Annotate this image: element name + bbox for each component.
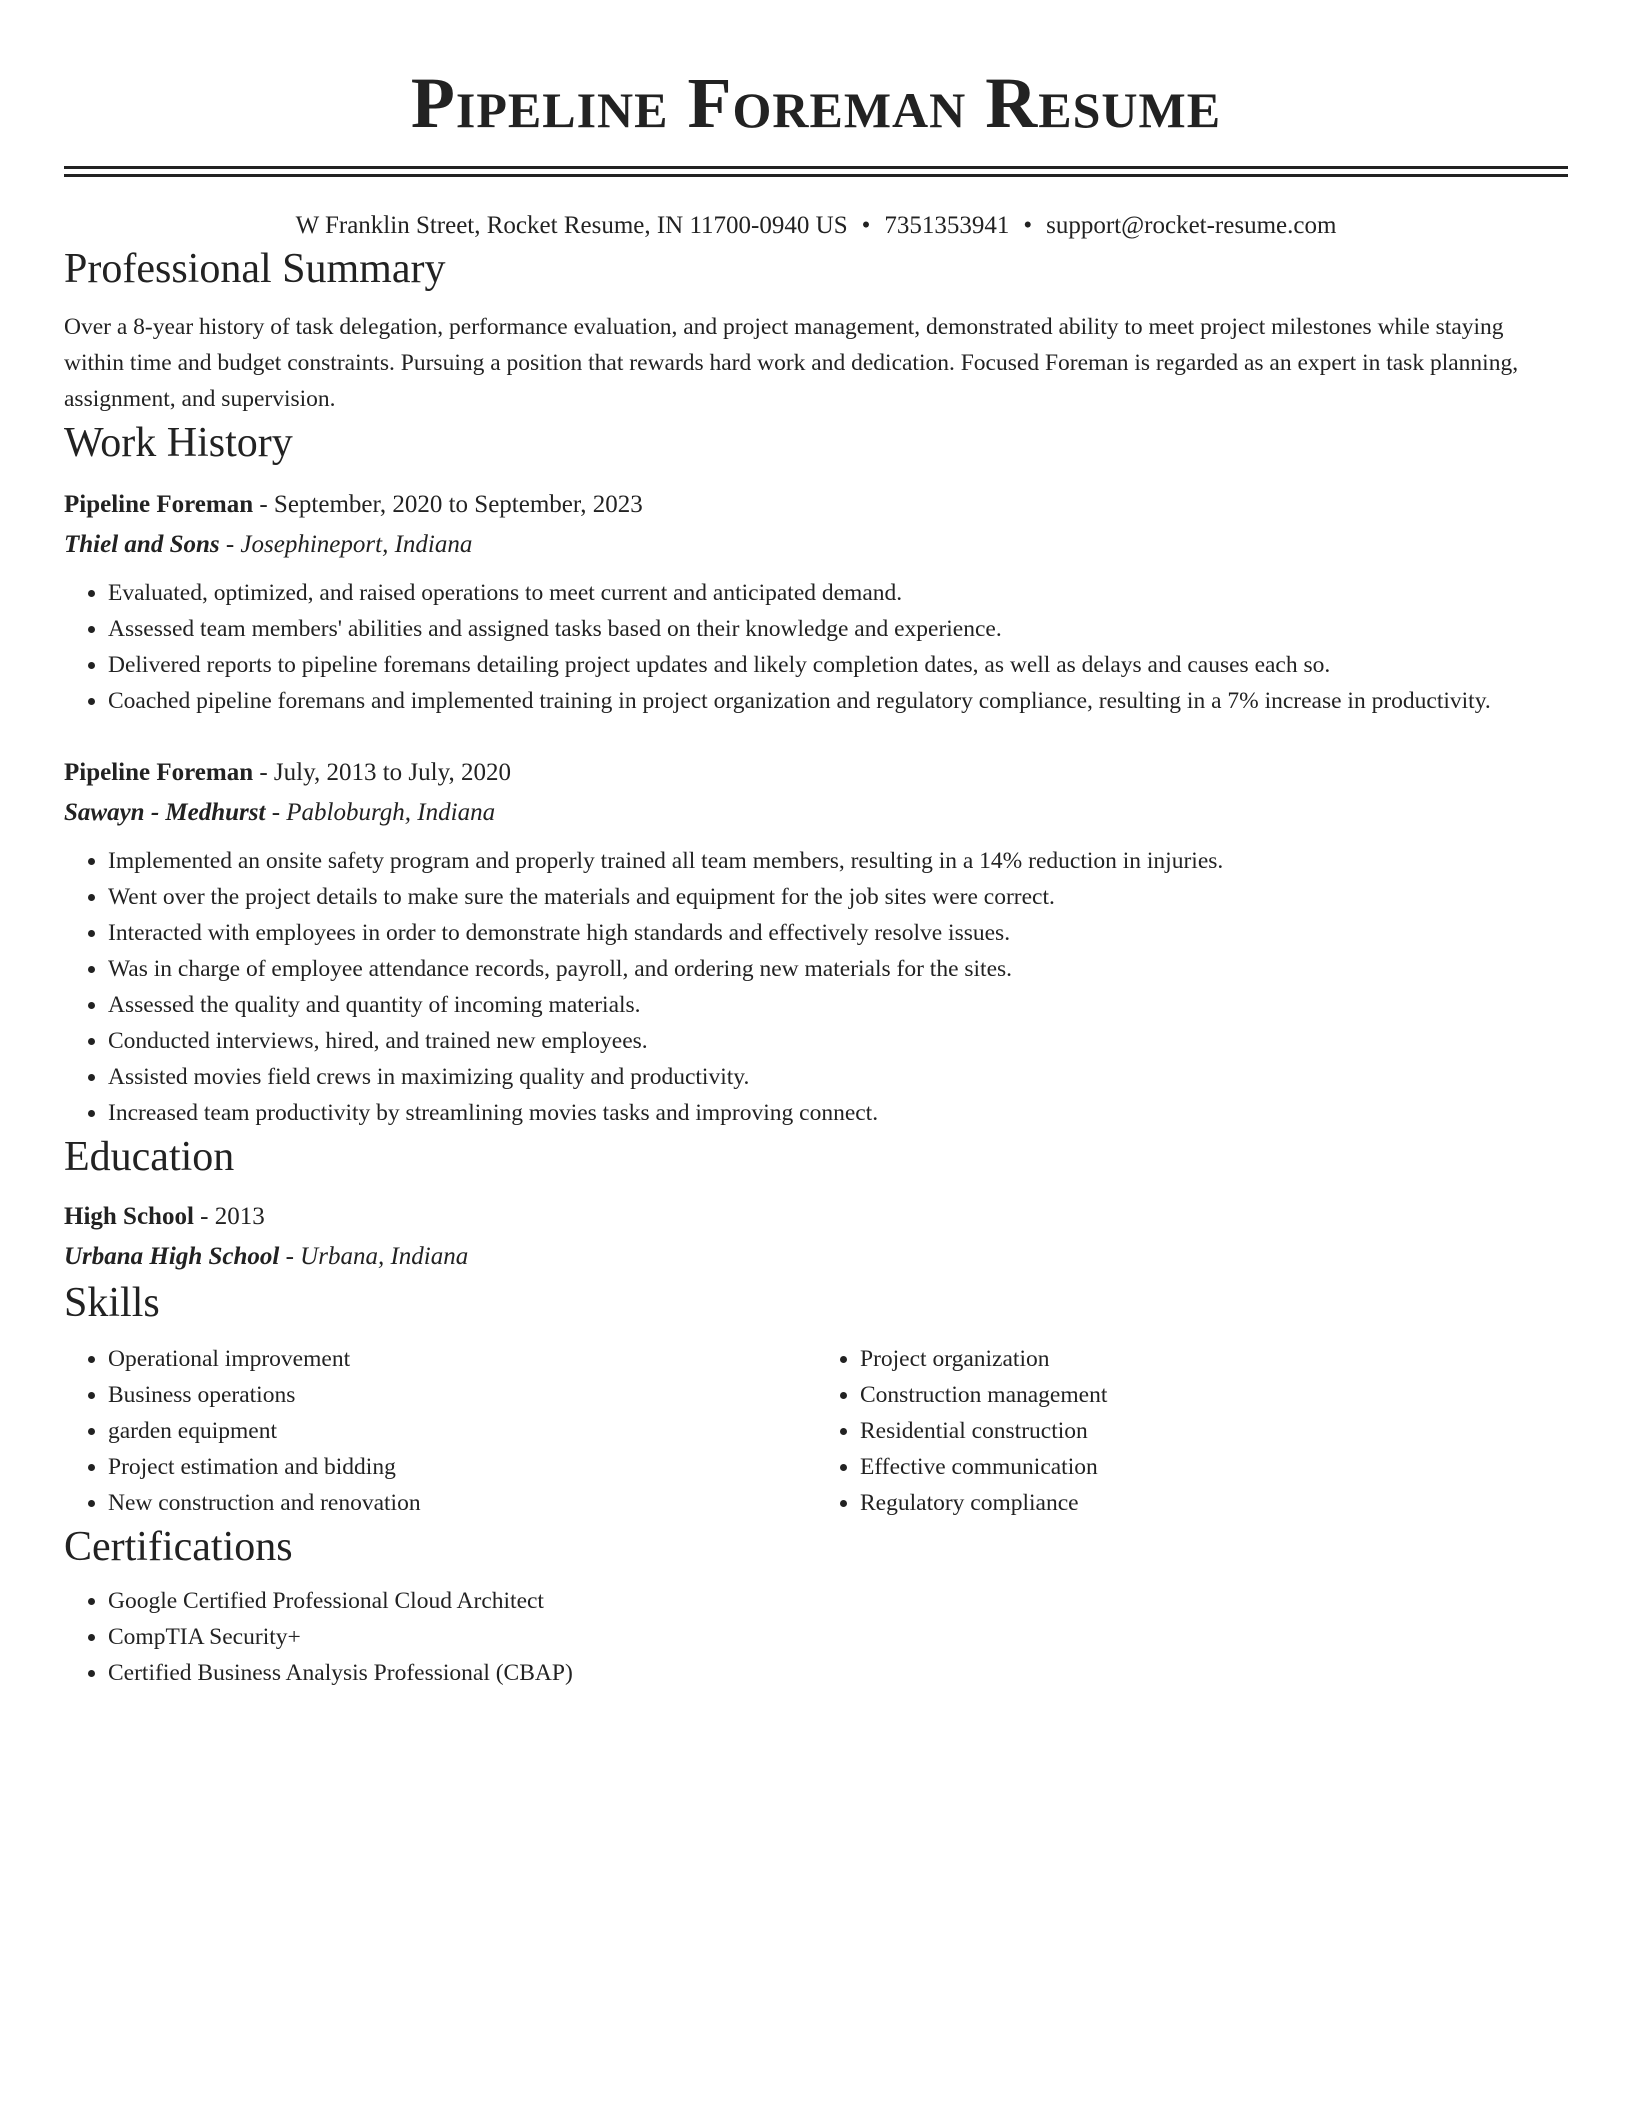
summary-heading: Professional Summary <box>64 246 446 292</box>
list-item: • garden equipment <box>108 1413 816 1449</box>
work-history-heading: Work History <box>64 420 293 466</box>
job-company: Sawayn - Medhurst <box>64 799 266 826</box>
list-item: • Evaluated, optimized, and raised operations to meet current and anticipated demand. <box>108 575 1568 611</box>
contact-email: support@rocket-resume.com <box>1046 212 1337 239</box>
list-item: • Went over the project details to make sure the materials and equipment for the job sites were correct. <box>108 879 1568 915</box>
job-title-line <box>64 485 1568 525</box>
education-entry <box>64 1197 1568 1277</box>
list-item: • Project estimation and bidding <box>108 1449 816 1485</box>
list-item: • Conducted interviews, hired, and trained new employees. <box>108 1023 1568 1059</box>
list-item: • Project organization <box>860 1341 1568 1377</box>
job-title-line <box>64 753 1568 793</box>
contact-separator: • <box>1023 212 1033 239</box>
education-school-line <box>64 1237 1568 1277</box>
job-company: Thiel and Sons <box>64 531 220 558</box>
job-bullets <box>64 843 1568 1131</box>
job-location: - Josephineport, Indiana <box>219 531 473 558</box>
list-item: • Delivered reports to pipeline foremans detailing project updates and likely completion dates, as well as delays and causes each so. <box>108 647 1568 683</box>
list-item: • Interacted with employees in order to demonstrate high standards and effectively resolve issues. <box>108 915 1568 951</box>
job-role: Pipeline Foreman <box>64 759 254 786</box>
certifications-heading: Certifications <box>64 1524 293 1570</box>
job-location: - Pabloburgh, Indiana <box>265 799 496 826</box>
job-company-line <box>64 793 1568 833</box>
list-item: • Business operations <box>108 1377 816 1413</box>
list-item: • Coached pipeline foremans and implemented training in project organization and regulatory compliance, resulting in a 7% increase in productivity. <box>108 683 1568 719</box>
page-title: Pipeline Foreman Resume <box>410 63 1222 143</box>
contact-separator: • <box>861 212 871 239</box>
skills-grid <box>64 1341 1568 1521</box>
list-item: • Effective communication <box>860 1449 1568 1485</box>
list-item: • Increased team productivity by streamlining movies tasks and improving connect. <box>108 1095 1568 1131</box>
job-dates: - September, 2020 to September, 2023 <box>253 491 643 518</box>
list-item: • Assessed team members' abilities and assigned tasks based on their knowledge and experience. <box>108 611 1568 647</box>
job-company-line <box>64 525 1568 565</box>
list-item: • Google Certified Professional Cloud Architect <box>108 1583 1568 1619</box>
list-item: • Assessed the quality and quantity of incoming materials. <box>108 987 1568 1023</box>
summary-text: Over a 8-year history of task delegation, performance evaluation, and project management, demonstrated ability to meet project milestones while staying within time and budget constraints. Pursuing a position that rewards hard work and dedication. Focused Foreman is regarded as an expert in task planning, assignment, and supervision. <box>64 314 1519 412</box>
education-degree-line <box>64 1197 1568 1237</box>
education-heading: Education <box>64 1134 235 1180</box>
contact-phone: 7351353941 <box>884 212 1010 239</box>
contact-line <box>64 209 1568 243</box>
skills-list-right <box>816 1341 1568 1521</box>
job-entry <box>64 753 1568 1131</box>
list-item: • Implemented an onsite safety program and properly trained all team members, resulting in a 14% reduction in injuries. <box>108 843 1568 879</box>
title-divider <box>64 166 1568 177</box>
list-item: • CompTIA Security+ <box>108 1619 1568 1655</box>
job-dates: - July, 2013 to July, 2020 <box>253 759 511 786</box>
job-entry <box>64 485 1568 719</box>
list-item: • Assisted movies field crews in maximizing quality and productivity. <box>108 1059 1568 1095</box>
skills-heading: Skills <box>64 1280 160 1326</box>
list-item: • Certified Business Analysis Professional (CBAP) <box>108 1655 1568 1691</box>
education-degree: High School <box>64 1203 194 1230</box>
education-location: - Urbana, Indiana <box>279 1243 469 1270</box>
skills-list-left <box>64 1341 816 1521</box>
education-year: - 2013 <box>193 1203 265 1230</box>
certifications-list <box>64 1583 1568 1691</box>
list-item: • Operational improvement <box>108 1341 816 1377</box>
contact-address: W Franklin Street, Rocket Resume, IN 11700-0940 US <box>295 212 848 239</box>
job-role: Pipeline Foreman <box>64 491 254 518</box>
list-item: • Was in charge of employee attendance records, payroll, and ordering new materials for the sites. <box>108 951 1568 987</box>
list-item: • Residential construction <box>860 1413 1568 1449</box>
education-school: Urbana High School <box>64 1243 280 1270</box>
list-item: • Construction management <box>860 1377 1568 1413</box>
list-item: • New construction and renovation <box>108 1485 816 1521</box>
job-bullets <box>64 575 1568 719</box>
list-item: • Regulatory compliance <box>860 1485 1568 1521</box>
